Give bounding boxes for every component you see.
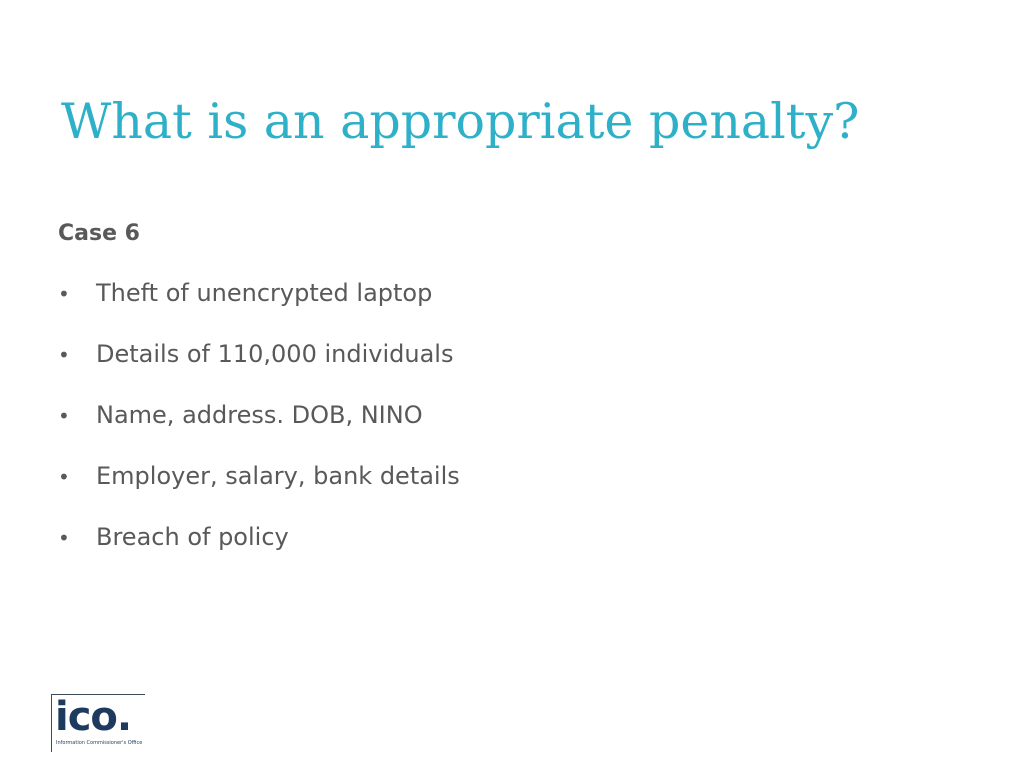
bullet-text: Name, address. DOB, NINO: [96, 401, 423, 429]
bullet-item: [58, 338, 460, 399]
bullet-icon: •: [58, 343, 70, 367]
logo-wordmark: ico.: [55, 694, 132, 740]
bullet-item: [58, 399, 460, 460]
ico-logo: [51, 694, 145, 752]
logo-subtitle: Information Commissioner's Office: [56, 740, 143, 746]
case-label: Case 6: [58, 221, 140, 246]
bullet-item: [58, 277, 460, 338]
bullet-text: Theft of unencrypted laptop: [96, 279, 433, 307]
bullet-icon: •: [58, 526, 70, 550]
bullet-list: [58, 277, 460, 582]
bullet-icon: •: [58, 404, 70, 428]
bullet-text: Breach of policy: [96, 523, 289, 551]
bullet-item: [58, 521, 460, 582]
bullet-text: Employer, salary, bank details: [96, 462, 460, 490]
bullet-icon: •: [58, 465, 70, 489]
slide-title: What is an appropriate penalty?: [61, 93, 860, 150]
bullet-icon: •: [58, 282, 70, 306]
bullet-item: [58, 460, 460, 521]
bullet-text: Details of 110,000 individuals: [96, 340, 454, 368]
